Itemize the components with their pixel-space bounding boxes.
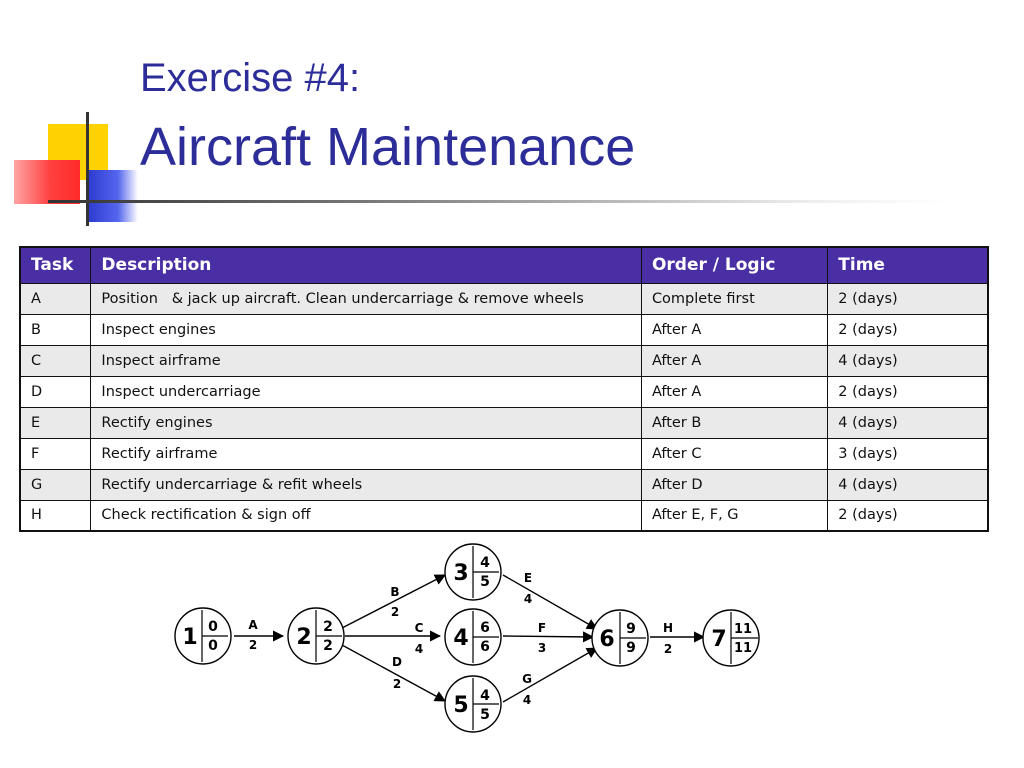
- node-2-top: 2: [323, 619, 333, 635]
- header-time: Time: [828, 247, 988, 283]
- node-7: [703, 610, 759, 666]
- table-row: [20, 345, 988, 376]
- header-description: Description: [91, 247, 642, 283]
- task-cell: C: [20, 345, 91, 376]
- task-cell: D: [20, 376, 91, 407]
- node-4-top: 6: [480, 620, 490, 636]
- node-6: [592, 610, 648, 666]
- table-row: [20, 376, 988, 407]
- activity-e-name: E: [523, 571, 533, 585]
- order-cell: After D: [641, 469, 827, 500]
- activity-f-duration: 3: [537, 641, 547, 655]
- task-table: [19, 246, 989, 532]
- node-3: [445, 544, 501, 600]
- table-header-row: [20, 247, 988, 283]
- activity-b-duration: 2: [390, 605, 400, 619]
- node-2-id: 2: [296, 625, 312, 650]
- node-7-top: 11: [733, 622, 753, 637]
- time-cell: 3 (days): [828, 438, 988, 469]
- activity-a-name: A: [248, 618, 258, 632]
- order-cell: After A: [641, 345, 827, 376]
- arrow-b: [342, 575, 445, 628]
- node-2-bottom: 2: [323, 638, 333, 654]
- node-6-id: 6: [599, 627, 615, 652]
- time-cell: 2 (days): [828, 500, 988, 531]
- table-row: [20, 283, 988, 314]
- node-1-bottom: 0: [208, 638, 218, 654]
- node-7-id: 7: [711, 627, 727, 652]
- arrow-f: [503, 636, 593, 637]
- order-cell: After C: [641, 438, 827, 469]
- header-order-logic: Order / Logic: [641, 247, 827, 283]
- order-cell: After E, F, G: [641, 500, 827, 531]
- activity-c-duration: 4: [414, 642, 424, 656]
- node-4-id: 4: [453, 626, 469, 651]
- node-6-top: 9: [626, 621, 636, 637]
- description-cell: Check rectification & sign off: [91, 500, 642, 531]
- activity-g-duration: 4: [522, 693, 532, 707]
- description-cell: Rectify airframe: [91, 438, 642, 469]
- order-cell: After B: [641, 407, 827, 438]
- node-3-bottom: 5: [480, 574, 490, 590]
- time-cell: 2 (days): [828, 376, 988, 407]
- slide-subtitle: Exercise #4:: [140, 56, 361, 100]
- node-5: [445, 676, 501, 732]
- activity-h-duration: 2: [663, 642, 673, 656]
- arrow-g: [503, 648, 597, 702]
- node-6-bottom: 9: [626, 640, 636, 656]
- activity-d-duration: 2: [392, 677, 402, 691]
- node-3-id: 3: [453, 561, 469, 586]
- activity-d-name: D: [392, 655, 402, 669]
- decor-red-block: [14, 160, 80, 204]
- table-row: [20, 438, 988, 469]
- arrow-e: [503, 575, 597, 629]
- header-task: Task: [20, 247, 91, 283]
- order-cell: After A: [641, 314, 827, 345]
- description-cell: Rectify engines: [91, 407, 642, 438]
- task-cell: E: [20, 407, 91, 438]
- time-cell: 4 (days): [828, 407, 988, 438]
- decor-vertical-line: [86, 112, 89, 226]
- task-cell: B: [20, 314, 91, 345]
- activity-b-name: B: [390, 585, 400, 599]
- node-5-id: 5: [453, 693, 469, 718]
- activity-g-name: G: [522, 672, 532, 686]
- table-row: [20, 469, 988, 500]
- activity-a-duration: 2: [248, 638, 258, 652]
- node-2: [288, 608, 344, 664]
- slide-title: Aircraft Maintenance: [140, 117, 636, 177]
- time-cell: 2 (days): [828, 283, 988, 314]
- task-cell: F: [20, 438, 91, 469]
- description-cell: Inspect airframe: [91, 345, 642, 376]
- time-cell: 4 (days): [828, 469, 988, 500]
- time-cell: 4 (days): [828, 345, 988, 376]
- node-4-bottom: 6: [480, 639, 490, 655]
- table-row: [20, 500, 988, 531]
- activity-c-name: C: [414, 621, 424, 635]
- node-5-top: 4: [480, 688, 490, 704]
- activity-f-name: F: [537, 621, 547, 635]
- order-cell: Complete first: [641, 283, 827, 314]
- order-cell: After A: [641, 376, 827, 407]
- title-divider: [48, 200, 948, 203]
- node-1-top: 0: [208, 619, 218, 635]
- task-cell: G: [20, 469, 91, 500]
- node-1-id: 1: [182, 625, 198, 650]
- node-3-top: 4: [480, 555, 490, 571]
- task-cell: H: [20, 500, 91, 531]
- node-7-bottom: 11: [733, 641, 753, 656]
- table-row: [20, 407, 988, 438]
- node-5-bottom: 5: [480, 707, 490, 723]
- node-1: [175, 608, 231, 664]
- activity-e-duration: 4: [523, 592, 533, 606]
- description-cell: Rectify undercarriage & refit wheels: [91, 469, 642, 500]
- arrow-d: [342, 645, 445, 701]
- activity-h-name: H: [662, 621, 674, 635]
- node-4: [445, 609, 501, 665]
- table-row: [20, 314, 988, 345]
- description-cell: Position & jack up aircraft. Clean undercarriage & remove wheels: [91, 283, 642, 314]
- description-cell: Inspect undercarriage: [91, 376, 642, 407]
- description-cell: Inspect engines: [91, 314, 642, 345]
- network-diagram: [0, 540, 1024, 768]
- task-cell: A: [20, 283, 91, 314]
- time-cell: 2 (days): [828, 314, 988, 345]
- decor-blue-block: [88, 170, 138, 222]
